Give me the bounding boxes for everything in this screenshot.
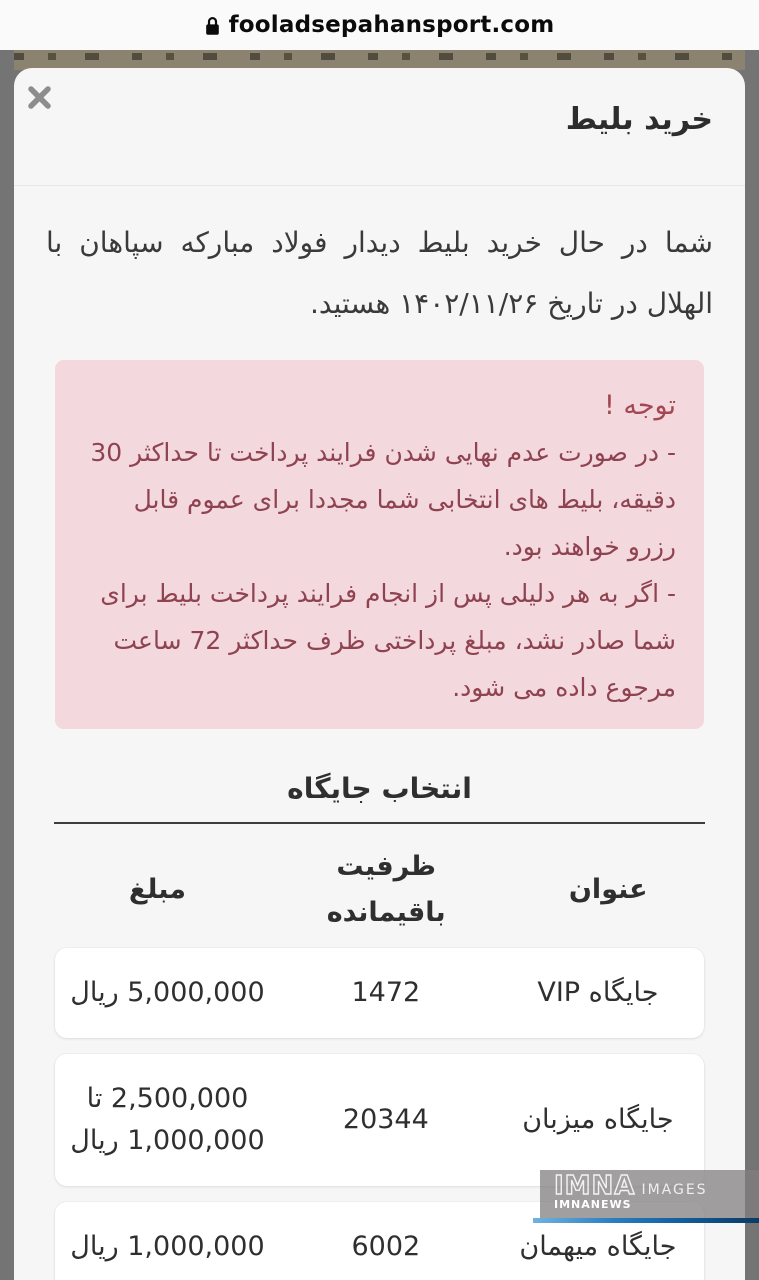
- stand-title: جایگاه میهمان: [519, 1231, 677, 1262]
- stand-price: 2,500,000 تا 1,000,000 ریال: [70, 1083, 265, 1156]
- ticket-purchase-modal: [14, 68, 745, 1280]
- imnanews-label: IMNANEWS: [554, 1198, 632, 1211]
- stand-title: جایگاه VIP: [537, 977, 659, 1008]
- stand-capacity: 1472: [351, 977, 421, 1008]
- notice-item: - در صورت عدم نهایی شدن فرایند پرداخت تا حداکثر 30 دقیقه، بلیط های انتخابی شما مجددا برای عموم قابل رزرو خواهند بود.: [90, 438, 676, 561]
- stand-row-host[interactable]: [55, 1054, 704, 1186]
- table-header-row: [48, 844, 711, 936]
- stand-capacity: 20344: [342, 1104, 429, 1135]
- stand-price: 1,000,000 ریال: [70, 1231, 265, 1262]
- imna-watermark: [540, 1170, 759, 1218]
- background-page-text-remnant: [14, 53, 745, 60]
- close-icon: [28, 86, 51, 112]
- intro-text: شما در حال خرید بلیط دیدار فولاد مبارکه سپاهان با الهلال در تاریخ ۱۴۰۲/۱۱/۲۶ هستید.: [46, 226, 713, 320]
- stand-title: جایگاه میزبان: [522, 1104, 674, 1135]
- header-title: عنوان: [568, 874, 648, 905]
- seat-selection-title: انتخاب جایگاه: [287, 772, 472, 805]
- modal-title: خرید بلیط: [565, 102, 713, 137]
- address-url: fooladsepahansport.com: [228, 12, 555, 38]
- imna-images-label: IMAGES: [641, 1182, 708, 1198]
- watermark-blue-line: [533, 1218, 759, 1223]
- lock-icon: [205, 16, 220, 36]
- notice-box: [55, 360, 704, 729]
- table-divider: [54, 822, 705, 824]
- imna-logo: IMNA: [554, 1171, 636, 1201]
- notice-heading: توجه !: [603, 390, 676, 421]
- header-capacity: ظرفیت باقیمانده: [326, 851, 446, 928]
- browser-address-bar[interactable]: [0, 0, 759, 50]
- header-price: مبلغ: [128, 874, 187, 905]
- notice-item: - اگر به هر دلیلی پس از انجام فرایند پرداخت بلیط برای شما صادر نشد، مبلغ پرداختی ظرف حداکثر 72 ساعت مرجوع داده می شود.: [100, 579, 676, 702]
- close-button[interactable]: [18, 78, 60, 120]
- stand-capacity: 6002: [351, 1231, 421, 1262]
- background-page-strip: [14, 50, 745, 70]
- stand-price: 5,000,000 ریال: [70, 977, 265, 1008]
- stand-row-vip[interactable]: [55, 948, 704, 1038]
